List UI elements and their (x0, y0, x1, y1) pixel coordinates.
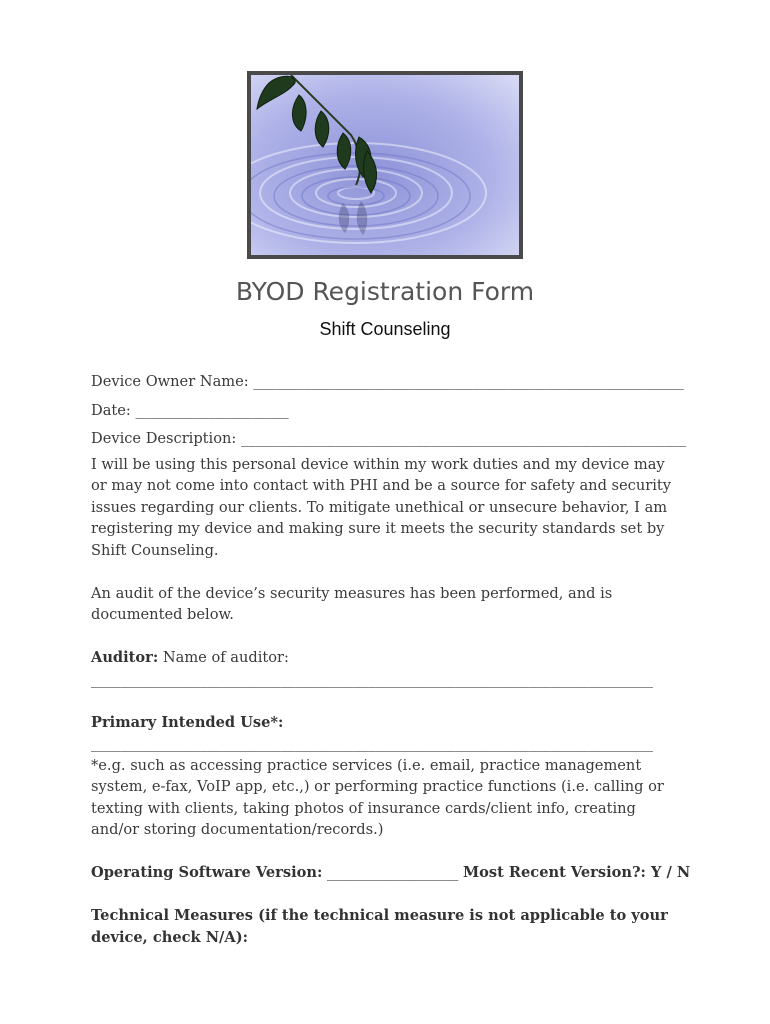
audit-paragraph: An audit of the device’s security measures has been performed, and is documented below. (91, 584, 613, 623)
auditor-blank[interactable]: _____________________________________________________________________________ (91, 670, 653, 688)
device-owner-field (91, 371, 684, 393)
device-description-blank[interactable]: _____________________________________________________________ (240, 430, 687, 447)
primary-use-field (91, 712, 681, 734)
technical-measures-text: Technical Measures (if the technical measure is not applicable to your device, check N/A): (91, 907, 668, 946)
device-description-label: Device Description: (91, 430, 237, 447)
software-version-field (91, 862, 691, 884)
statement-paragraph: I will be using this personal device within my work duties and my device may or may not come into contact with PHI and be a source for safety and security issues regarding our clients. To mitigate unethical or unsecure behavior, I am registering my device and making sure it meets the security standards set by Shift Counseling. (91, 455, 672, 559)
water-ripple-leaves-image (251, 75, 519, 255)
technical-measures-heading (91, 905, 681, 948)
software-version-label: Operating Software Version: (91, 864, 323, 881)
date-blank[interactable]: _____________________ (135, 401, 289, 419)
form-body (91, 371, 691, 948)
device-description-field (91, 428, 687, 450)
organization-name: Shift Counseling (319, 319, 451, 339)
header-image-frame (247, 71, 523, 259)
auditor-hint: Name of auditor: (162, 649, 289, 666)
most-recent-version-question: Most Recent Version?: Y / N (462, 864, 691, 881)
auditor-field (91, 647, 681, 669)
primary-use-label: Primary Intended Use*: (91, 713, 284, 731)
software-version-blank[interactable]: __________________ (326, 864, 459, 881)
device-owner-label: Device Owner Name: (91, 373, 249, 390)
form-title: BYOD Registration Form (235, 277, 535, 306)
date-label: Date: (91, 401, 131, 419)
date-field (91, 400, 681, 422)
auditor-label: Auditor: (91, 649, 159, 666)
primary-use-blank[interactable]: _____________________________________________________________________________ (91, 735, 653, 752)
primary-use-note: *e.g. such as accessing practice services (i.e. email, practice management system, e-fax, VoIP app, etc.,) or performing practice functions (i.e. calling or texting with clients, taking photos of insurance cards/client info, creating and/or storing documentation/records.) (91, 756, 664, 838)
device-owner-blank[interactable]: ___________________________________________________________ (253, 373, 684, 390)
